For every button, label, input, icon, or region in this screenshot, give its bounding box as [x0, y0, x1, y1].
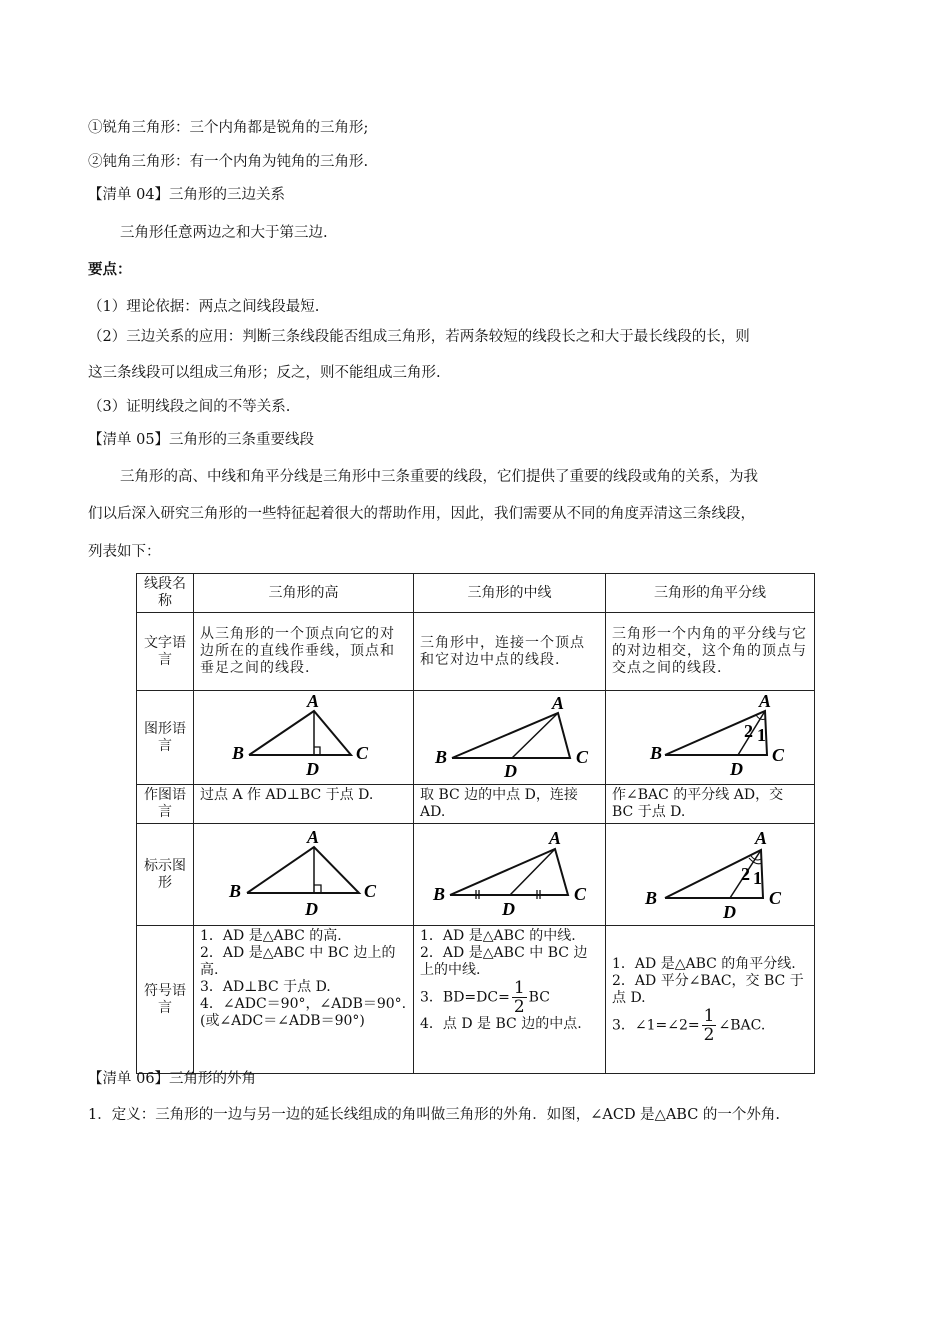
bisector-marked-figure	[606, 824, 815, 926]
fraction-half: $\frac{1}{2}$	[703, 1005, 715, 1045]
text-line: 这三条线段可以组成三角形；反之，则不能组成三角形.	[88, 365, 441, 381]
cell-line: 4．点 D 是 BC 边的中点.	[420, 1016, 582, 1032]
cell: 从三角形的一个顶点向它的对边所在的直线作垂线，顶点和垂足之间的线段.	[194, 613, 414, 691]
label-d: D	[503, 761, 517, 777]
text-line: （1）理论依据：两点之间线段最短.	[88, 299, 320, 315]
label-d: D	[305, 759, 319, 777]
label-b: B	[432, 884, 445, 904]
label-a: A	[755, 828, 768, 848]
label-b: B	[228, 881, 241, 901]
label-c: C	[772, 745, 785, 765]
label-c: C	[575, 747, 588, 767]
cell: 过点 A 作 AD⊥BC 于点 D.	[194, 785, 414, 824]
label-d: D	[730, 759, 743, 777]
label-b: B	[645, 888, 658, 908]
label-c: C	[573, 884, 586, 904]
label-c: C	[355, 743, 368, 763]
cell-line: 3．∠1=∠2=	[612, 1017, 700, 1033]
fraction-half: $\frac{1}{2}$	[513, 978, 525, 1017]
column-header: 三角形的角平分线	[606, 574, 815, 613]
label-c: C	[363, 881, 376, 901]
text-line: （3）证明线段之间的不等关系.	[88, 399, 291, 415]
label-b: B	[434, 747, 447, 767]
cell: 三角形一个内角的平分线与它的对边相交，这个角的顶点与交点之间的线段.	[606, 613, 815, 691]
bisector-figure	[606, 691, 815, 785]
angle-1-label: 1	[753, 868, 762, 888]
section-heading: 【清单 04】三角形的三边关系	[88, 187, 286, 203]
cell-line: 1．AD 是△ABC 的角平分线.	[612, 955, 796, 972]
cell-line: 2．AD 是△ABC 中 BC 边上的中线.	[420, 945, 588, 978]
angle-2-label: 2	[744, 721, 753, 741]
symbol-cell-altitude	[194, 926, 414, 1074]
section-heading: 【清单 06】三角形的外角	[88, 1071, 257, 1087]
cell-line: 2．AD 平分∠BAC，交 BC 于点 D.	[612, 972, 804, 1006]
label-d: D	[304, 899, 318, 917]
row-header: 图形语言	[137, 691, 194, 785]
text-line: 三角形的高、中线和角平分线是三角形中三条重要的线段，它们提供了重要的线段或角的关系，为我	[120, 469, 758, 485]
median-figure	[414, 691, 606, 785]
altitude-marked-figure	[194, 824, 414, 926]
comparison-table	[136, 573, 815, 1074]
label-a: A	[548, 828, 561, 848]
symbol-cell-median: 1．AD 是△ABC 的中线. 2．AD 是△ABC 中 BC 边上的中线. 3．BD=DC= $\frac{1}{2}$ BC 4．点 D 是 BC 边的中点.	[414, 926, 606, 1074]
label-d: D	[723, 902, 736, 918]
angle-1-label: 1	[757, 725, 766, 745]
row-header: 作图语言	[137, 785, 194, 824]
cell-line: 3．AD⊥BC 于点 D.	[200, 979, 331, 995]
label-b: B	[231, 743, 244, 763]
text-line: （2）三边关系的应用：判断三条线段能否组成三角形，若两条较短的线段长之和大于最长线段的长，则	[88, 329, 750, 345]
symbol-cell-bisector: 1．AD 是△ABC 的角平分线. 2．AD 平分∠BAC，交 BC 于点 D. 3．∠1=∠2= $\frac{1}{2}$ ∠BAC.	[606, 926, 815, 1074]
cell: 取 BC 边的中点 D，连接 AD.	[414, 785, 606, 824]
cell-line: (或∠ADC＝∠ADB＝90°)	[200, 1013, 365, 1029]
cell-line: 4．∠ADC＝90°，∠ADB＝90°.	[200, 996, 407, 1012]
column-header: 三角形的中线	[414, 574, 606, 613]
label-c: C	[769, 888, 782, 908]
cell-line: 3．BD=DC=	[420, 989, 510, 1006]
altitude-figure	[194, 691, 414, 785]
text-line: 列表如下：	[88, 544, 161, 560]
cell: 三角形中，连接一个顶点和它对边中点的线段.	[414, 613, 606, 691]
text-line: ①锐角三角形：三个内角都是锐角的三角形;	[88, 120, 369, 136]
label-a: A	[759, 693, 772, 711]
label-a: A	[551, 693, 564, 713]
label-d: D	[501, 899, 515, 917]
key-points-heading: 要点：	[88, 261, 132, 278]
text-line: 三角形任意两边之和大于第三边.	[120, 225, 328, 241]
label-a: A	[306, 693, 319, 711]
row-header: 文字语言	[137, 613, 194, 691]
label-b: B	[650, 743, 663, 763]
row-header: 线段名称	[137, 574, 194, 613]
cell-line: 2．AD 是△ABC 中 BC 边上的高.	[200, 945, 396, 978]
row-header: 符号语言	[137, 926, 194, 1074]
median-marked-figure	[414, 824, 606, 926]
column-header: 三角形的高	[194, 574, 414, 613]
text-line: 们以后深入研究三角形的一些特征起着很大的帮助作用，因此，我们需要从不同的角度弄清这三条线段，	[88, 506, 755, 522]
row-header: 标示图形	[137, 824, 194, 926]
label-a: A	[306, 827, 319, 847]
cell-line: 1．AD 是△ABC 的中线.	[420, 928, 576, 944]
text-line: ②钝角三角形：有一个内角为钝角的三角形.	[88, 154, 369, 170]
section-heading: 【清单 05】三角形的三条重要线段	[88, 432, 315, 448]
cell: 作∠BAC 的平分线 AD，交 BC 于点 D.	[606, 785, 815, 824]
text-line: 1．定义：三角形的一边与另一边的延长线组成的角叫做三角形的外角．如图，∠ACD 是△ABC 的一个外角.	[88, 1107, 781, 1123]
angle-2-label: 2	[741, 864, 750, 884]
cell-line: 1．AD 是△ABC 的高.	[200, 928, 342, 944]
